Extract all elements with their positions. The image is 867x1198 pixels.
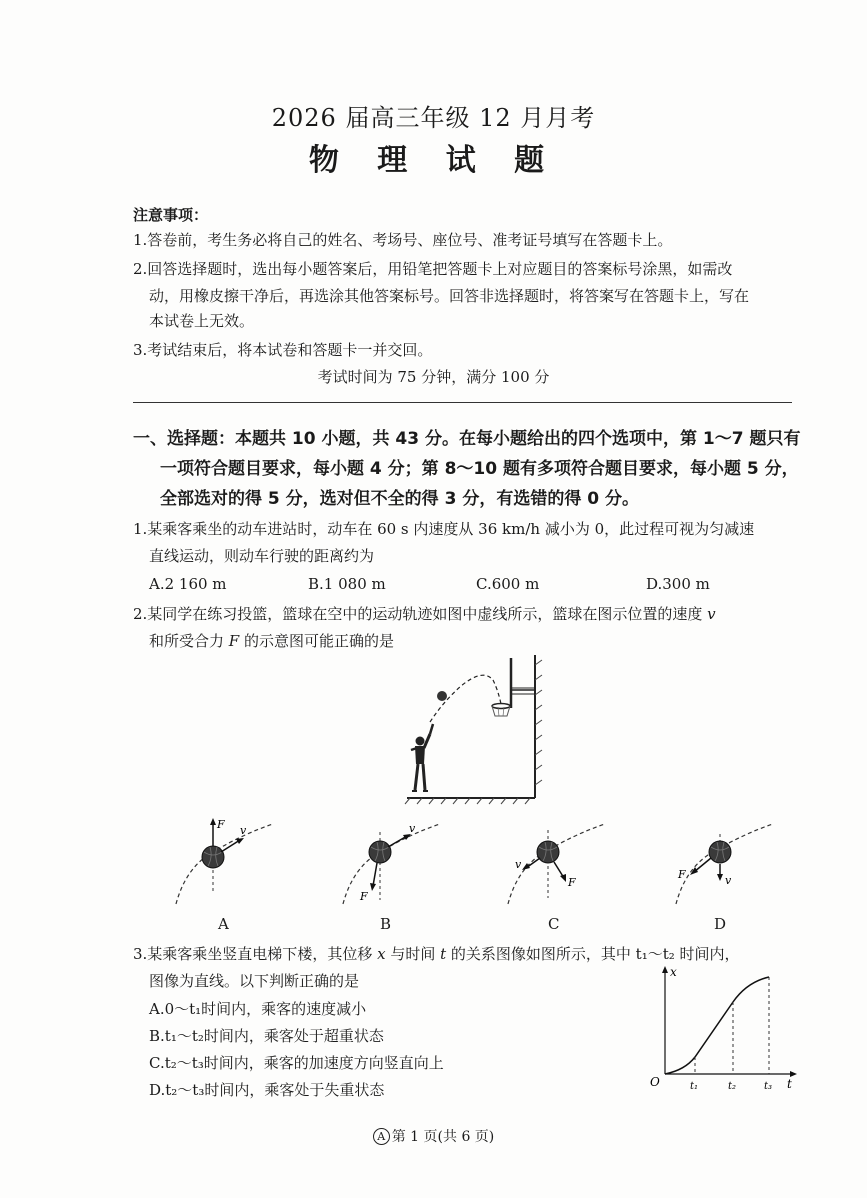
q3-stem-text-1b: 与时间 [385, 945, 441, 963]
graph-y-label: x [670, 965, 677, 979]
q2-stem-text-1: 2.某同学在练习投篮，篮球在空中的运动轨迹如图中虚线所示，篮球在图示位置的速度 [133, 605, 708, 623]
diagram-b-velocity-label: v [409, 822, 416, 835]
q3-xt-graph [645, 962, 800, 1092]
paper-version-mark: A [373, 1128, 390, 1145]
graph-tick-t3: t₃ [764, 1081, 773, 1092]
q3-option-b: B.t₁～t₂时间内，乘客处于超重状态 [149, 1027, 384, 1045]
q2-diagram-c [500, 812, 610, 912]
diagram-a-velocity-label: v [240, 824, 247, 837]
q1-option-c: C.600 m [476, 575, 540, 593]
graph-tick-t1: t₁ [690, 1081, 699, 1092]
q1-stem-line-2: 直线运动，则动车行驶的距离约为 [149, 547, 375, 565]
notice-item-2: 2.回答选择题时，选出每小题答案后，用铅笔把答题卡上对应题目的答案标号涂黑，如需改 [133, 260, 733, 278]
diagram-d-velocity-label: v [725, 874, 732, 887]
q2-diagram-d [668, 812, 778, 912]
graph-tick-t2: t₂ [728, 1081, 737, 1092]
notice-item-1: 1.答卷前，考生务必将自己的姓名、考场号、座位号、准考证号填写在答题卡上。 [133, 231, 673, 249]
diagram-c-force-label: F [568, 876, 576, 889]
page-number: 第 1 页(共 6 页) [391, 1129, 495, 1145]
section1-line-3: 全部选对的得 5 分，选对但不全的得 3 分，有选错的得 0 分。 [160, 489, 639, 509]
q2-option-c-label: C [548, 915, 560, 933]
graph-origin-label: O [650, 1075, 660, 1089]
q2-stem-text-2a: 和所受合力 [149, 632, 229, 650]
exam-title: 2026 届高三年级 12 月月考 [271, 104, 596, 132]
subject-title: 物 理 试 题 [308, 143, 559, 178]
q3-option-c: C.t₂～t₃时间内，乘客的加速度方向竖直向上 [149, 1054, 444, 1072]
notice-heading: 注意事项： [133, 206, 209, 224]
graph-x-label: t [787, 1077, 792, 1091]
q1-option-a: A.2 160 m [149, 575, 227, 593]
q2-stem-line-1 [133, 600, 716, 628]
q3-option-d: D.t₂～t₃时间内，乘客处于失重状态 [149, 1081, 385, 1099]
q3-x-symbol: x [377, 945, 386, 963]
notice-item-2-end: 本试卷上无效。 [149, 312, 255, 330]
notice-item-3: 3.考试结束后，将本试卷和答题卡一并交回。 [133, 341, 433, 359]
q3-t-symbol: t [440, 945, 447, 963]
q3-stem-line-2: 图像为直线。以下判断正确的是 [149, 972, 360, 990]
q2-stem-line-2 [149, 627, 394, 655]
section-divider [133, 402, 792, 403]
diagram-a-force-label: F [217, 818, 225, 831]
section1-line-1: 一、选择题：本题共 10 小题，共 43 分。在每小题给出的四个选项中，第 1～7 题只有 [133, 429, 801, 449]
q2-option-b-label: B [380, 915, 392, 933]
q2-velocity-symbol: v [707, 605, 716, 623]
q2-option-a-label: A [218, 915, 229, 933]
q1-option-d: D.300 m [646, 575, 710, 593]
q3-stem-text-1a: 3.某乘客乘坐竖直电梯下楼，其位移 [133, 945, 378, 963]
diagram-b-force-label: F [360, 890, 368, 903]
section1-line-2: 一项符合题目要求，每小题 4 分；第 8～10 题有多项符合题目要求，每小题 5 分， [160, 459, 799, 479]
q2-stem-text-2b: 的示意图可能正确的是 [239, 632, 394, 650]
q3-option-a: A.0～t₁时间内，乘客的速度减小 [149, 1000, 367, 1018]
q1-stem-line-1: 1.某乘客乘坐的动车进站时，动车在 60 s 内速度从 36 km/h 减小为 0，此过程可视为匀减速 [133, 520, 755, 538]
q2-force-symbol: F [228, 632, 240, 650]
diagram-d-force-label: F [678, 868, 686, 881]
q2-diagram-b [335, 812, 445, 912]
exam-time-info: 考试时间为 75 分钟，满分 100 分 [317, 368, 550, 386]
q1-option-b: B.1 080 m [308, 575, 386, 593]
notice-item-2-cont: 动，用橡皮擦干净后，再选涂其他答案标号。回答非选择题时，将答案写在答题卡上，写在 [149, 287, 750, 305]
basketball-scene-figure [395, 650, 545, 805]
q2-diagram-a [168, 812, 278, 912]
q3-stem-text-1c: 的关系图像如图所示，其中 t₁～t₂ 时间内， [446, 945, 740, 963]
diagram-c-velocity-label: v [515, 858, 522, 871]
q2-option-d-label: D [714, 915, 727, 933]
page-footer [0, 1126, 867, 1146]
